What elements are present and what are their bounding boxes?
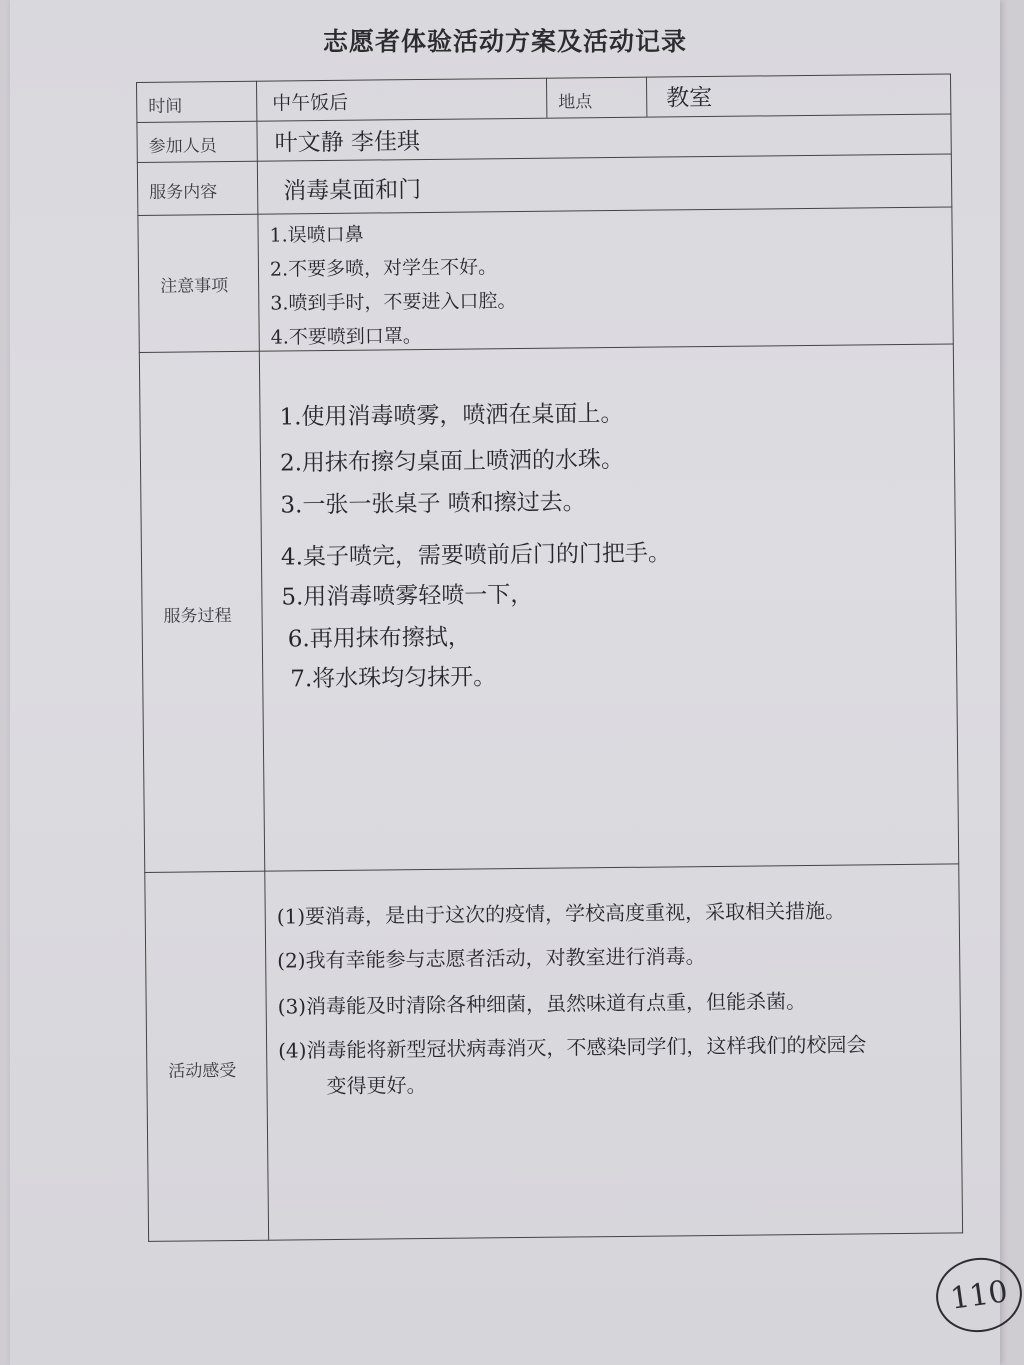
service-content-value: 消毒桌面和门 bbox=[283, 177, 422, 205]
notes-label: 注意事项 bbox=[160, 276, 229, 297]
list-item: 2.用抹布擦匀桌面上喷洒的水珠。 bbox=[279, 446, 625, 477]
list-item: 7.将水珠均匀抹开。 bbox=[290, 664, 497, 693]
participants-label: 参加人员 bbox=[148, 136, 217, 157]
service-content-label: 服务内容 bbox=[149, 182, 218, 203]
list-item: 1.使用消毒喷雾，喷洒在桌面上。 bbox=[279, 400, 624, 431]
list-item: 3.喷到手时，不要进入口腔。 bbox=[270, 290, 517, 315]
record-table bbox=[136, 73, 963, 1241]
list-item: (1)要消毒，是由于这次的疫情，学校高度重视，采取相关措施。 bbox=[276, 898, 846, 929]
feelings-label: 活动感受 bbox=[168, 1061, 237, 1082]
list-item: 5.用消毒喷雾轻喷一下， bbox=[281, 581, 534, 611]
notes-list bbox=[269, 212, 930, 349]
list-item: 变得更好。 bbox=[326, 1073, 427, 1099]
process-label: 服务过程 bbox=[163, 606, 232, 627]
list-item: 2.不要多喷，对学生不好。 bbox=[269, 256, 498, 281]
time-value: 中午饭后 bbox=[272, 91, 349, 115]
list-item: (3)消毒能及时清除各种细菌，虽然味道有点重，但能杀菌。 bbox=[277, 989, 807, 1019]
place-value: 教室 bbox=[666, 84, 713, 112]
list-item: 1.误喷口鼻 bbox=[269, 223, 364, 247]
page-title: 志愿者体验活动方案及活动记录 bbox=[322, 27, 687, 56]
feelings-list bbox=[277, 893, 959, 1120]
place-label: 地点 bbox=[558, 92, 593, 113]
page-number-circle bbox=[931, 1252, 1024, 1337]
time-label: 时间 bbox=[148, 96, 183, 117]
paper-sheet bbox=[10, 0, 1010, 1365]
list-item: (4)消毒能将新型冠状病毒消灭，不感染同学们，这样我们的校园会 bbox=[278, 1032, 867, 1063]
list-item: 3.一张一张桌子 喷和擦过去。 bbox=[280, 489, 586, 519]
list-item: 6.再用抹布擦拭， bbox=[287, 624, 471, 653]
participants-value: 叶文静 李佳琪 bbox=[274, 129, 421, 157]
process-list bbox=[279, 364, 942, 691]
page-number: 110 bbox=[948, 1273, 1010, 1317]
list-item: 4.桌子喷完，需要喷前后门的门把手。 bbox=[280, 540, 672, 571]
list-item: (2)我有幸能参与志愿者活动，对教室进行消毒。 bbox=[277, 944, 706, 973]
list-item: 4.不要喷到口罩。 bbox=[270, 325, 422, 349]
